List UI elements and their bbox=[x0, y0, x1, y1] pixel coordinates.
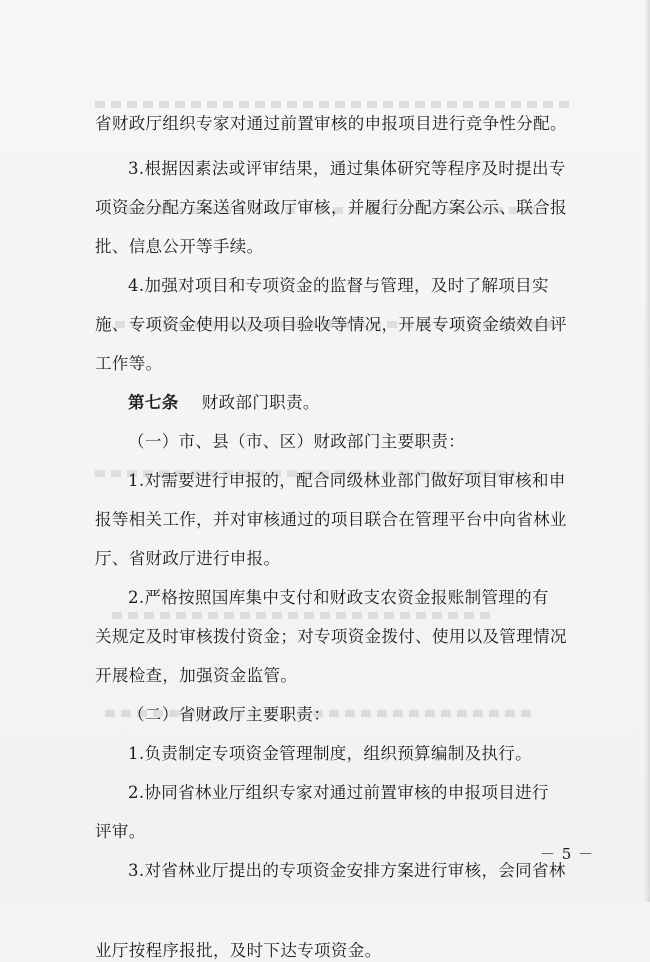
paragraph-line: 1.负责制定专项资金管理制度，组织预算编制及执行。 bbox=[128, 744, 532, 763]
paragraph-line: 关规定及时审核拨付资金；对专项资金拨付、使用以及管理情况 bbox=[95, 627, 567, 646]
paragraph-line: 2.协同省林业厅组织专家对通过前置审核的申报项目进行 bbox=[128, 783, 549, 802]
paragraph-line: 3.根据因素法或评审结果，通过集体研究等程序及时提出专 bbox=[128, 159, 566, 178]
article-heading-line bbox=[128, 392, 320, 414]
paragraph-line: 批、信息公开等手续。 bbox=[95, 237, 264, 256]
page-number: － 5 － bbox=[540, 845, 595, 863]
paragraph-line: 厅、省财政厅进行申报。 bbox=[95, 549, 281, 568]
paragraph-line: 施、专项资金使用以及项目验收等情况，开展专项资金绩效自评 bbox=[95, 315, 567, 334]
paragraph-line: 业厅按程序报批，及时下达专项资金。 bbox=[95, 941, 382, 960]
paragraph-line: 评审。 bbox=[95, 822, 146, 841]
paragraph-line: 3.对省林业厅提出的专项资金安排方案进行审核，会同省林 bbox=[128, 861, 566, 880]
article-title: 第七条 bbox=[128, 393, 179, 412]
paragraph-line: 报等相关工作，并对审核通过的项目联合在管理平台中向省林业 bbox=[95, 510, 567, 529]
paragraph-line: 开展检查，加强资金监管。 bbox=[95, 666, 298, 685]
paragraph-line: 4.加强对项目和专项资金的监督与管理，及时了解项目实 bbox=[128, 276, 549, 295]
show-through-mark bbox=[95, 101, 575, 108]
paragraph-line: 2.严格按照国库集中支付和财政支农资金报账制管理的有 bbox=[128, 588, 549, 607]
paper-edge-shadow bbox=[644, 0, 650, 902]
paragraph-line: （二）省财政厅主要职责： bbox=[128, 705, 331, 724]
paragraph-line: 工作等。 bbox=[95, 354, 163, 373]
paragraph-line: （一）市、县（市、区）财政部门主要职责： bbox=[128, 432, 465, 451]
show-through-mark bbox=[112, 612, 492, 619]
paragraph-line: 1.对需要进行申报的，配合同级林业部门做好项目审核和申 bbox=[128, 471, 566, 490]
article-heading-text: 财政部门职责。 bbox=[201, 393, 320, 412]
paragraph-line: 项资金分配方案送省财政厅审核，并履行分配方案公示、联合报 bbox=[95, 198, 567, 217]
paragraph-line: 省财政厅组织专家对通过前置审核的申报项目进行竞争性分配。 bbox=[95, 114, 567, 133]
